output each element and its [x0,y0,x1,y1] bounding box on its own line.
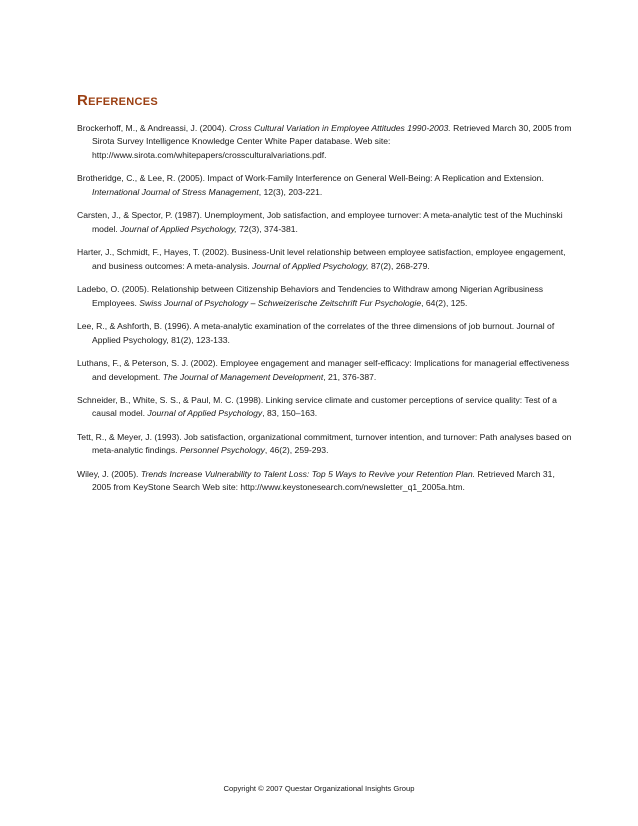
reference-tail: , 12(3), 203-221. [258,186,323,197]
reference-tail: Retrieved March 30, 2005 from Sirota Survey Intelligence Knowledge Center White Paper database. Web site: http://www.sirota.com/whitepapers/crossculturalvariations.pdf. [92,123,572,160]
reference-title: International Journal of Stress Management [92,186,259,197]
references-heading: References [77,92,159,109]
reference-text: Schneider, B., White, S. S., & Paul, M. C. (1998). Linking service climate and customer perceptions of service quality: Test of a causal model. [77,395,557,419]
reference-title: Journal of Applied Psychology, [252,260,369,271]
reference-text: Brotheridge, C., & Lee, R. (2005). Impact of Work-Family Interference on General Well-Being: A Replication and Extension. [77,173,544,184]
reference-item [77,394,572,421]
reference-item [77,246,572,273]
reference-tail: , 83, 150–163. [262,408,318,419]
reference-tail: , 64(2), 125. [421,297,468,308]
reference-title: The Journal of Management Development [162,371,324,382]
reference-text: Ladebo, O. (2005). Relationship between Citizenship Behaviors and Tendencies to Withdraw among Nigerian Agribusiness Employees. [77,284,544,308]
reference-tail: 72(3), 374-381. [236,223,298,234]
reference-tail: 87(2), 268-279. [368,260,430,271]
reference-item [77,468,572,495]
reference-list [77,122,572,505]
reference-item [77,172,572,199]
reference-text: Brockerhoff, M., & Andreassi, J. (2004). [77,123,230,133]
reference-item [77,357,572,384]
reference-item [77,431,572,458]
reference-text: Carsten, J., & Spector, P. (1987). Unemployment, Job satisfaction, and employee turnover: A meta-analytic test of the Muchinski model. [77,210,563,234]
reference-title: Cross Cultural Variation in Employee Attitudes 1990-2003. [229,123,451,133]
reference-tail: , 21, 376-387. [323,371,377,382]
reference-title: Personnel Psychology [179,445,265,456]
reference-title: Journal of Applied Psychology [147,408,263,419]
reference-item [77,122,572,162]
reference-text: Luthans, F., & Peterson, S. J. (2002). Employee engagement and manager self-efficacy: Implications for managerial effectiveness and development. [77,358,570,382]
reference-tail: , 46(2), 259-293. [264,445,329,456]
reference-item [77,320,572,347]
reference-text: Lee, R., & Ashforth, B. (1996). A meta-analytic examination of the correlates of the three dimensions of job burnout. Journal of Applied Psychology, 81(2), 123-133. [77,321,555,345]
reference-item [77,209,572,236]
reference-tail: Retrieved March 31, 2005 from KeyStone Search Web site: http://www.keystonesearch.com/newsletter_q1_2005a.htm. [92,469,555,493]
reference-text: Wiley, J. (2005). [77,469,141,480]
reference-text: Harter, J., Schmidt, F., Hayes, T. (2002). Business-Unit level relationship between employee satisfaction, employee engagement, and business outcomes: A meta-analysis. [77,247,566,271]
reference-title: Swiss Journal of Psychology – Schweizerische Zeitschrift Fur Psychologie [139,297,422,308]
reference-text: Tett, R., & Meyer, J. (1993). Job satisfaction, organizational commitment, turnover intention, and turnover: Path analyses based on meta-analytic findings. [77,432,572,456]
reference-item [77,283,572,310]
copyright-footer: Copyright © 2007 Questar Organizational Insights Group [223,784,415,793]
reference-title: Trends Increase Vulnerability to Talent Loss: Top 5 Ways to Revive your Retention Plan. [140,469,476,480]
reference-title: Journal of Applied Psychology, [120,223,237,234]
